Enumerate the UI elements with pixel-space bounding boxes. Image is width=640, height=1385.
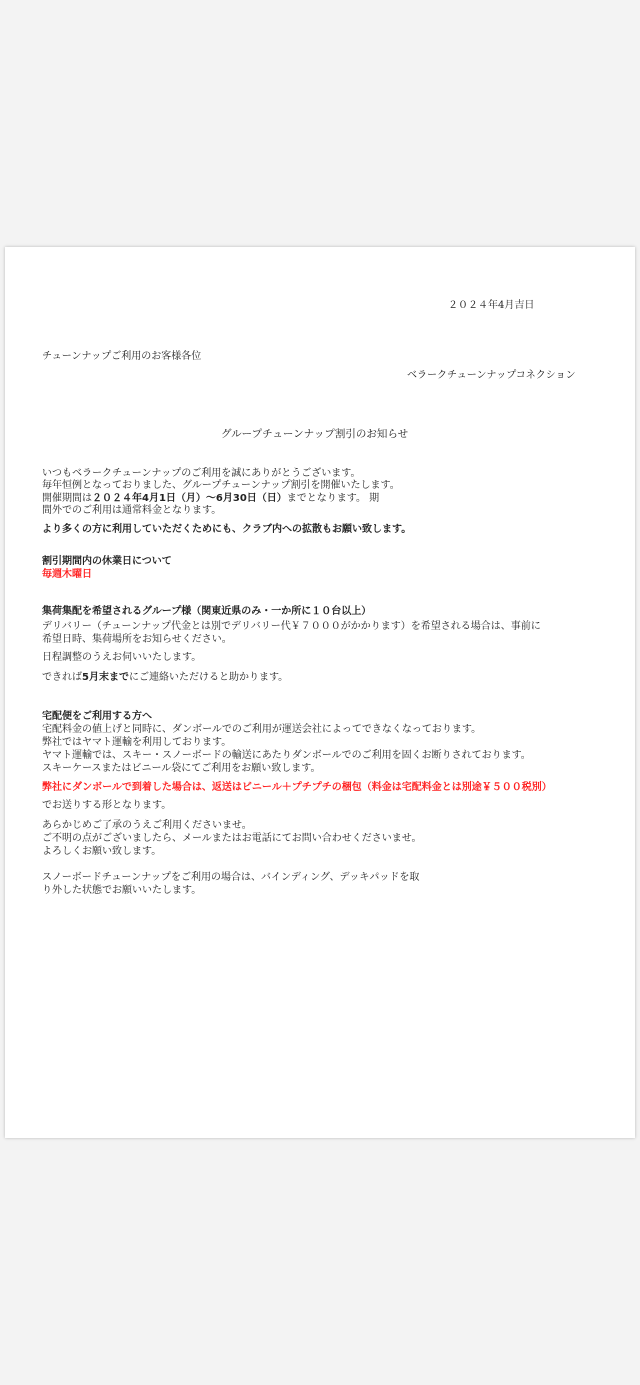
courier-warning: 弊社にダンボールで到着した場合は、返送はビニール＋プチプチの梱包（料金は宅配料金とは別途￥５００税別）: [42, 782, 552, 793]
snowboard-line-1: スノーボードチューンナップをご利用の場合は、バインディング、デッキパッドを取: [42, 872, 420, 883]
courier-line-8: ご不明の点がございましたら、メールまたはお電話にてお問い合わせくださいませ。: [42, 833, 422, 844]
courier-line-7: あらかじめご了承のうえご利用くださいませ。: [42, 820, 252, 831]
pickup-line-2: 希望日時、集荷場所をお知らせください。: [42, 634, 232, 645]
period-suffix: までとなります。 期: [286, 493, 380, 504]
courier-line-6: でお送りする形となります。: [42, 800, 172, 811]
recipient-line: チューンナップご利用のお客様各位: [42, 351, 202, 362]
pickup-line-4-suffix: にご連絡いただけると助かります。: [128, 672, 289, 683]
intro-line-1: いつもベラークチューンナップのご利用を誠にありがとうございます。: [42, 468, 361, 479]
period-prefix: 開催期間は: [42, 493, 92, 504]
intro-period-line: [42, 493, 379, 505]
pickup-line-1: デリバリー（チューンナップ代金とは別でデリバリー代￥７０００がかかります）を希望される場合は、事前に: [42, 621, 541, 632]
holiday-value: 毎週木曜日: [42, 569, 92, 580]
period-dates: ２０２４年4月1日（月）〜6月30日（日）: [92, 493, 287, 504]
courier-line-1: 宅配料金の値上げと同時に、ダンボールでのご利用が運送会社によってできなくなっております。: [42, 724, 482, 735]
pickup-line-4: [42, 672, 288, 684]
courier-heading: 宅配便をご利用する方へ: [42, 711, 152, 722]
courier-line-9: よろしくお願い致します。: [42, 846, 162, 857]
sender-line: ベラークチューンナップコネクション: [407, 370, 576, 381]
pickup-line-3: 日程調整のうえお伺いいたします。: [42, 652, 202, 663]
document-date: ２０２４年4月吉日: [448, 300, 535, 311]
pickup-line-4-prefix: できれば: [42, 672, 82, 683]
snowboard-line-2: り外した状態でお願いいたします。: [42, 885, 202, 896]
intro-line-2: 毎年恒例となっておりました、グループチューンナップ割引を開催いたします。: [42, 480, 400, 491]
holiday-heading: 割引期間内の休業日について: [42, 556, 172, 567]
document-title: グループチューンナップ割引のお知らせ: [221, 428, 409, 440]
document-page: [5, 247, 635, 1138]
intro-request: より多くの方に利用していただくためにも、クラブ内への拡散もお願い致します。: [42, 524, 412, 535]
courier-line-3: ヤマト運輸では、スキー・スノーボードの輸送にあたりダンボールでのご利用を固くお断りされております。: [42, 750, 531, 761]
intro-line-4: 間外でのご利用は通常料金となります。: [42, 505, 222, 516]
courier-line-4: スキーケースまたはビニール袋にてご利用をお願い致します。: [42, 763, 321, 774]
pickup-deadline: 5月末まで: [82, 672, 129, 683]
courier-line-2: 弊社ではヤマト運輸を利用しております。: [42, 737, 232, 748]
pickup-heading: 集荷集配を希望されるグループ様（関東近県のみ・一か所に１０台以上）: [42, 606, 372, 617]
